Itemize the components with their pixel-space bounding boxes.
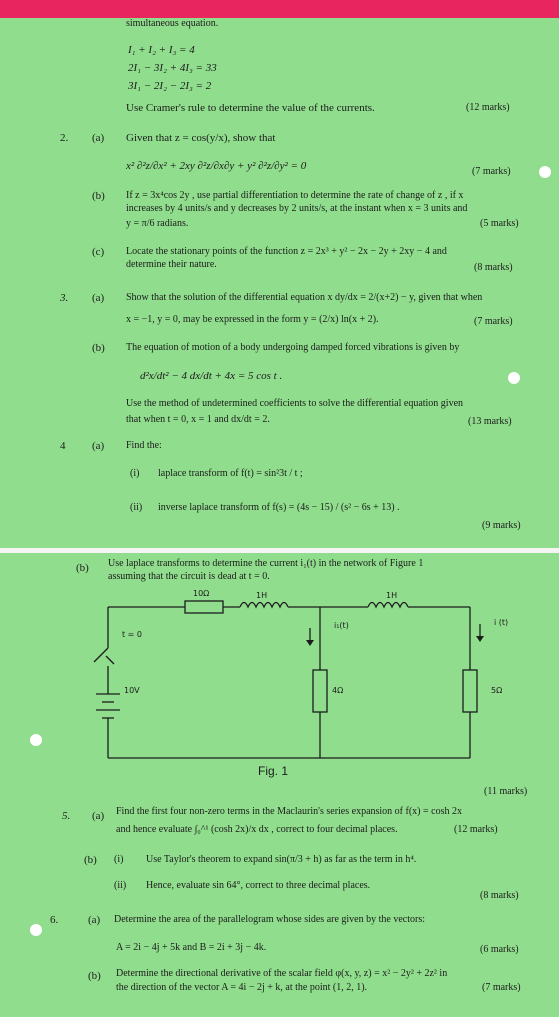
- q5a-line2: and hence evaluate ∫₀^¹ (cosh 2x)/x dx , correct to four decimal places.: [116, 824, 398, 835]
- q5b-label: (b): [84, 854, 97, 866]
- q6b-label: (b): [88, 970, 101, 982]
- q3b-marks: (13 marks): [468, 416, 512, 427]
- page-hole: [508, 372, 520, 384]
- q3b-label: (b): [92, 342, 105, 354]
- q4b-line1: Use laplace transforms to determine the current i₁(t) in the network of Figure 1: [108, 558, 424, 569]
- q5a-marks: (12 marks): [454, 824, 498, 835]
- q4a-i-label: (i): [130, 468, 140, 479]
- q2b-label: (b): [92, 190, 105, 202]
- q2b-marks: (5 marks): [480, 218, 519, 229]
- q6a-line2: A = 2i − 4j + 5k and B = 2i + 3j − 4k.: [116, 942, 267, 953]
- page-hole: [30, 924, 42, 936]
- equation-2: 2I₁ − 3I₂ + 4I₃ = 33: [128, 62, 217, 74]
- q1-marks: (12 marks): [466, 102, 510, 113]
- q2a-marks: (7 marks): [472, 166, 511, 177]
- q5-number: 5.: [62, 810, 71, 822]
- page-divider: [0, 548, 559, 553]
- q2c-label: (c): [92, 246, 105, 258]
- fig-caption: Fig. 1: [258, 764, 289, 778]
- q5b-marks: (8 marks): [480, 890, 519, 901]
- equation-1: I₁ + I₂ + I₃ = 4: [128, 44, 195, 56]
- q2b-line2: increases by 4 units/s and y decreases by 2 units/s, at the instant when x = 3 units and: [126, 203, 468, 214]
- fig-source-label: 10V: [124, 686, 140, 695]
- q3a-line1: Show that the solution of the differential equation x dy/dx = 2/(x+2) − y, given that when: [126, 292, 483, 303]
- q5a-label: (a): [92, 810, 105, 822]
- q4b-label: (b): [76, 562, 89, 574]
- q4a-ii-label: (ii): [130, 502, 143, 513]
- q3b-line3: that when t = 0, x = 1 and dx/dt = 2.: [126, 414, 270, 425]
- q3b-line1: The equation of motion of a body undergoing damped forced vibrations is given by: [126, 342, 460, 353]
- fig-switch-label: t = 0: [122, 630, 143, 639]
- q4-number: 4: [60, 440, 66, 452]
- q5b-ii-label: (ii): [114, 880, 127, 891]
- fig-resistor-5: 5Ω: [491, 686, 503, 695]
- fig-inductor-1: 1H: [256, 591, 268, 600]
- q3b-line2: Use the method of undetermined coefficients to solve the differential equation given: [126, 398, 464, 409]
- page-hole: [539, 166, 551, 178]
- q2a-text: Given that z = cos(y/x), show that: [126, 132, 276, 144]
- fig-inductor-2: 1H: [386, 591, 398, 600]
- q6a-label: (a): [88, 914, 101, 926]
- q3a-line2: x = −1, y = 0, may be expressed in the form y = (2/x) ln(x + 2).: [126, 314, 379, 325]
- q2c-line1: Locate the stationary points of the function z = 2x³ + y² − 2x − 2y + 2xy − 4 and: [126, 246, 447, 257]
- q5b-ii-text: Hence, evaluate sin 64°, correct to three decimal places.: [146, 880, 371, 891]
- q5a-line1: Find the first four non-zero terms in the Maclaurin's series expansion of f(x) = cosh 2x: [116, 806, 462, 817]
- top-color-bar: [0, 0, 559, 18]
- q4b-line2: assuming that the circuit is dead at t = 0.: [108, 571, 270, 582]
- q6b-marks: (7 marks): [482, 982, 521, 993]
- q2b-line1: If z = 3x⁴cos 2y , use partial differentiation to determine the rate of change of z , if x: [126, 190, 464, 201]
- q3b-equation: d²x/dt² − 4 dx/dt + 4x = 5 cos t .: [140, 370, 283, 382]
- q1-instruction: Use Cramer's rule to determine the value of the currents.: [126, 102, 375, 114]
- q2c-line2: determine their nature.: [126, 259, 217, 270]
- q6b-line1: Determine the directional derivative of the scalar field φ(x, y, z) = x² − 2y² + 2z² in: [116, 968, 448, 979]
- q3a-label: (a): [92, 292, 105, 304]
- q6a-marks: (6 marks): [480, 944, 519, 955]
- q2a-label: (a): [92, 132, 105, 144]
- fig-resistor-10: 10Ω: [193, 589, 210, 598]
- q2a-equation: x² ∂²z/∂x² + 2xy ∂²z/∂x∂y + y² ∂²z/∂y² = 0: [126, 160, 307, 172]
- q2-number: 2.: [60, 132, 69, 144]
- q2b-line3: y = π/6 radians.: [126, 218, 189, 229]
- q5b-i-text: Use Taylor's theorem to expand sin(π/3 + h) as far as the term in h⁴.: [146, 854, 417, 865]
- q4a-i-text: laplace transform of f(t) = sin²3t / t ;: [158, 468, 303, 479]
- equation-3: 3I₁ − 2I₂ − 2I₃ = 2: [128, 80, 212, 92]
- q6b-line2: the direction of the vector A = 4i − 2j + k, at the point (1, 2, 1).: [116, 982, 368, 993]
- fig-current-i2: i (t): [494, 618, 509, 627]
- q4b-marks: (11 marks): [484, 786, 528, 797]
- page-hole: [30, 734, 42, 746]
- fig-resistor-4: 4Ω: [332, 686, 344, 695]
- q4a-ii-text: inverse laplace transform of f(s) = (4s − 15) / (s² − 6s + 13) .: [158, 502, 400, 513]
- fig-current-i1: i₁(t): [334, 621, 349, 630]
- q5b-i-label: (i): [114, 854, 124, 865]
- q4a-marks: (9 marks): [482, 520, 521, 531]
- q6a-line1: Determine the area of the parallelogram whose sides are given by the vectors:: [114, 914, 425, 925]
- q2c-marks: (8 marks): [474, 262, 513, 273]
- q6-number: 6.: [50, 914, 59, 926]
- continued-text: simultaneous equation.: [126, 18, 219, 29]
- exam-page: [0, 18, 559, 1017]
- q3a-marks: (7 marks): [474, 316, 513, 327]
- q3-number: 3.: [60, 292, 69, 304]
- q4a-label: (a): [92, 440, 105, 452]
- q4a-text: Find the:: [126, 440, 162, 451]
